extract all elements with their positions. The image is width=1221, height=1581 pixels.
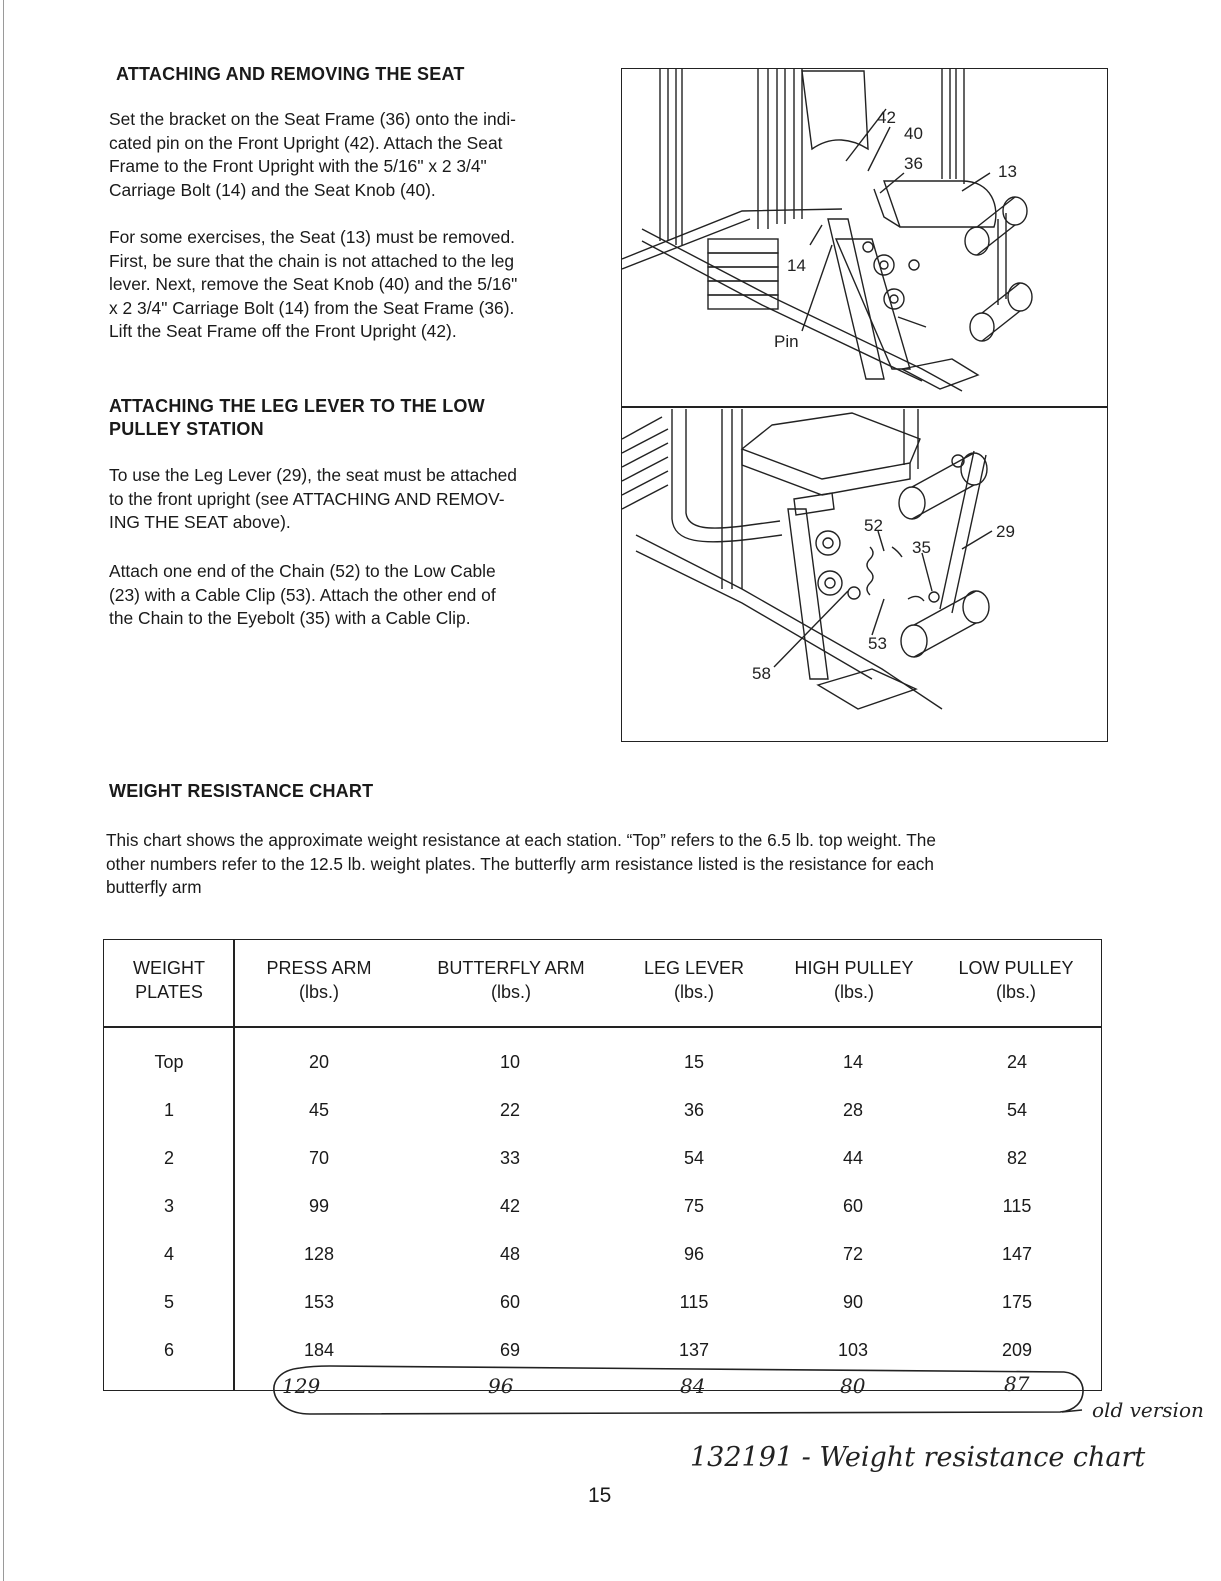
callout-pin: Pin: [774, 332, 799, 351]
text-line: Carriage Bolt (14) and the Seat Knob (40).: [109, 179, 436, 200]
table-cell: 10: [499, 1052, 521, 1072]
handwritten-value: 87: [1004, 1372, 1030, 1396]
column-name: LOW PULLEY: [958, 958, 1074, 978]
text-line: other numbers refer to the 12.5 lb. weight plates. The butterfly arm resistance listed is the resistance for each: [106, 853, 934, 874]
column-unit: (lbs.): [834, 982, 874, 1002]
callout-36: 36: [904, 154, 923, 173]
handwritten-value: 129: [282, 1374, 321, 1398]
callout-52: 52: [864, 516, 883, 535]
table-cell: 90: [842, 1292, 864, 1312]
table-cell: 115: [1002, 1196, 1032, 1216]
table-cell: 209: [1001, 1340, 1033, 1360]
table-cell: 33: [499, 1148, 521, 1168]
text-line: (23) with a Cable Clip (53). Attach the other end of: [109, 584, 496, 605]
table-cell: 128: [303, 1244, 335, 1264]
callout-58: 58: [752, 664, 771, 683]
table-cell: 175: [1001, 1292, 1033, 1312]
handwritten-note-old: old version: [1092, 1398, 1204, 1422]
table-cell: 60: [842, 1196, 864, 1216]
text-line: ING THE SEAT above).: [109, 512, 291, 533]
table-cell: 69: [499, 1340, 521, 1360]
table-cell: 70: [308, 1148, 330, 1168]
table-cell: 6: [163, 1340, 174, 1360]
text-line: to the front upright (see ATTACHING AND REMOV-: [109, 488, 505, 509]
table-cell: 5: [163, 1292, 174, 1312]
callout-29: 29: [996, 522, 1015, 541]
table-cell: 137: [678, 1340, 710, 1360]
table-cell: 36: [683, 1100, 705, 1120]
text-line: Attach one end of the Chain (52) to the Low Cable: [109, 561, 496, 581]
table-cell: 24: [1006, 1052, 1028, 1072]
column-unit: (lbs.): [674, 982, 714, 1002]
table-cell: 115: [679, 1292, 709, 1312]
callout-40: 40: [904, 124, 923, 143]
column-name: PRESS ARM: [266, 958, 372, 978]
table-cell: 153: [303, 1292, 335, 1312]
table-cell: 184: [303, 1340, 335, 1360]
handwritten-value: 80: [840, 1374, 866, 1398]
chart-heading: WEIGHT RESISTANCE CHART: [109, 781, 374, 801]
callout-14: 14: [787, 256, 806, 275]
column-name: HIGH PULLEY: [794, 958, 914, 978]
callout-42: 42: [877, 108, 896, 127]
table-cell: 22: [499, 1100, 521, 1120]
table-cell: 99: [308, 1196, 330, 1216]
column-name: WEIGHT: [133, 958, 205, 978]
seat-heading: ATTACHING AND REMOVING THE SEAT: [116, 64, 465, 84]
table-cell: 14: [842, 1052, 864, 1072]
text-line: This chart shows the approximate weight resistance at each station. “Top” refers to the 6.5 lb. top weight. The: [106, 830, 936, 850]
column-name: BUTTERFLY ARM: [437, 958, 585, 978]
heading-line: PULLEY STATION: [109, 419, 264, 439]
text-line: To use the Leg Lever (29), the seat must be attached: [109, 465, 517, 485]
table-cell: 42: [499, 1196, 521, 1216]
table-cell: 15: [683, 1052, 705, 1072]
text-line: First, be sure that the chain is not attached to the leg: [109, 250, 515, 271]
table-cell: 45: [308, 1100, 330, 1120]
table-cell: 3: [163, 1196, 174, 1216]
text-line: cated pin on the Front Upright (42). Attach the Seat: [109, 132, 503, 153]
table-cell: 60: [499, 1292, 521, 1312]
column-unit: (lbs.): [996, 982, 1036, 1002]
table-cell: 1: [163, 1100, 174, 1120]
table-cell: 20: [308, 1052, 330, 1072]
table-cell: 103: [837, 1340, 869, 1360]
table-cell: 96: [683, 1244, 705, 1264]
page-number: 15: [588, 1484, 612, 1507]
table-cell: 28: [842, 1100, 864, 1120]
callout-13: 13: [998, 162, 1017, 181]
table-cell: 72: [842, 1244, 864, 1264]
text-line: x 2 3/4" Carriage Bolt (14) from the Seat Frame (36).: [109, 297, 515, 318]
table-cell: 44: [842, 1148, 864, 1168]
callout-53: 53: [868, 634, 887, 653]
text-line: lever. Next, remove the Seat Knob (40) and the 5/16": [109, 274, 518, 295]
heading-line: ATTACHING THE LEG LEVER TO THE LOW: [109, 396, 485, 416]
handwritten-value: 96: [488, 1374, 514, 1398]
table-cell: Top: [154, 1052, 184, 1072]
handwritten-note-bottom: 132191 - Weight resistance chart: [690, 1442, 1146, 1473]
table-cell: 147: [1001, 1244, 1033, 1264]
handwritten-value: 84: [680, 1374, 706, 1398]
table-cell: 82: [1006, 1148, 1028, 1168]
text-line: For some exercises, the Seat (13) must be removed.: [109, 227, 515, 247]
column-unit: (lbs.): [299, 982, 339, 1002]
column-unit: PLATES: [135, 982, 203, 1002]
text-line: Lift the Seat Frame off the Front Upright (42).: [109, 321, 457, 342]
table-cell: 48: [499, 1244, 521, 1264]
text-line: the Chain to the Eyebolt (35) with a Cable Clip.: [109, 608, 471, 629]
table-cell: 54: [683, 1148, 705, 1168]
callout-35: 35: [912, 538, 931, 557]
table-cell: 75: [683, 1196, 705, 1216]
table-cell: 54: [1006, 1100, 1028, 1120]
text-line: Frame to the Front Upright with the 5/16" x 2 3/4": [109, 156, 487, 177]
table-cell: 4: [163, 1244, 174, 1264]
table-cell: 2: [163, 1148, 174, 1168]
text-line: butterfly arm: [106, 877, 202, 898]
text-line: Set the bracket on the Seat Frame (36) onto the indi-: [109, 109, 516, 129]
column-name: LEG LEVER: [643, 958, 745, 978]
column-unit: (lbs.): [491, 982, 531, 1002]
